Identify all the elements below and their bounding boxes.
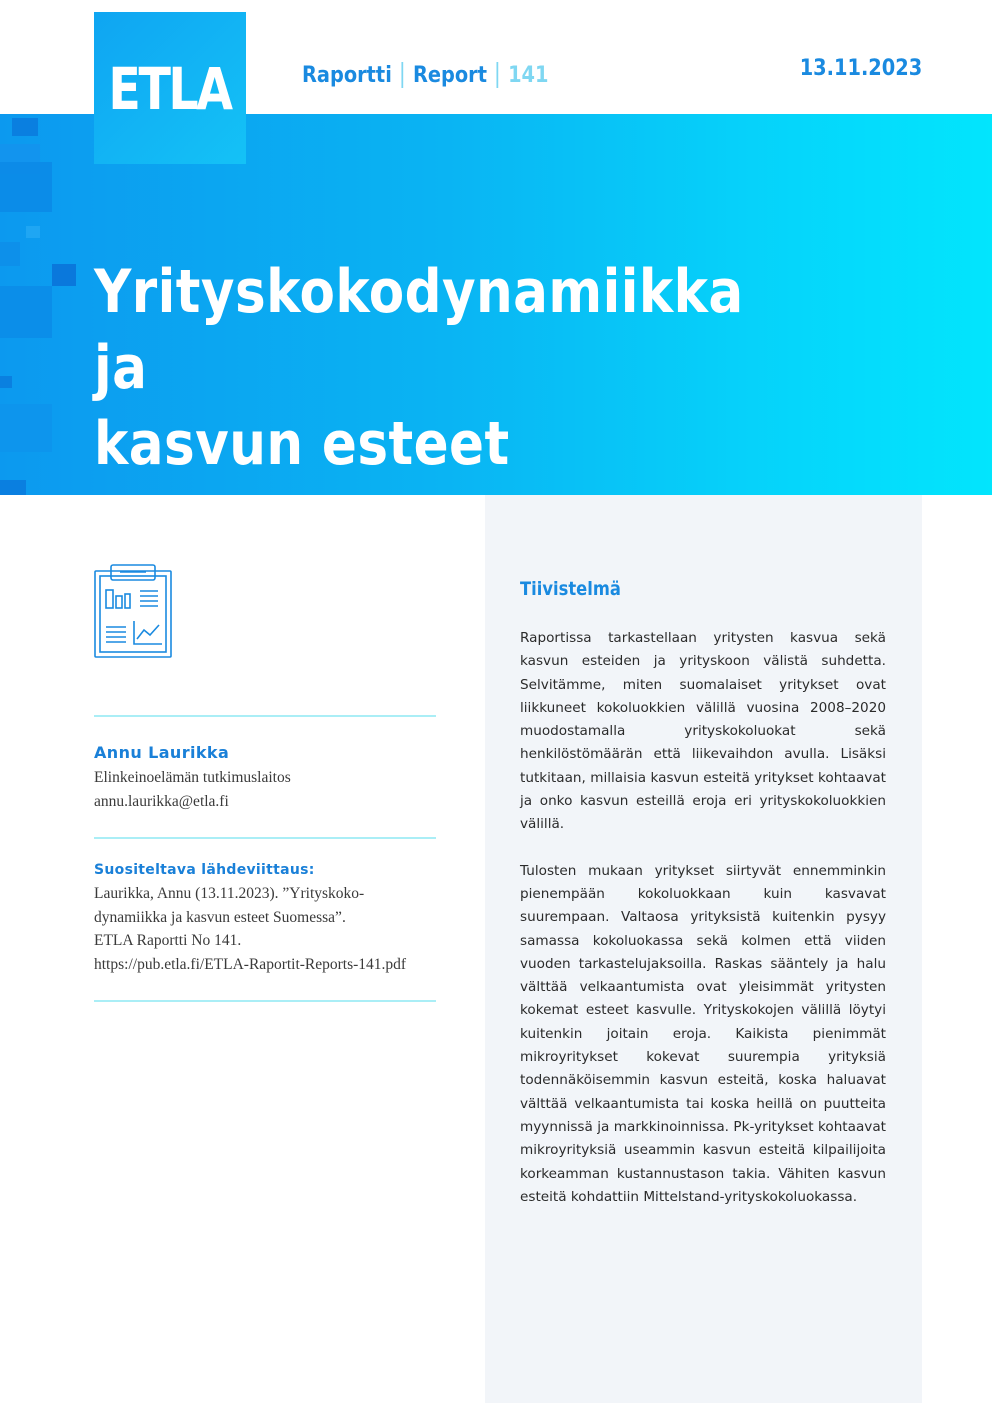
- citation-line: dynamiikka ja kasvun esteet Suomessa”.: [94, 908, 346, 926]
- series-label-fi: Raportti: [302, 62, 392, 88]
- clipboard-chart-icon: [94, 563, 174, 659]
- author-email[interactable]: annu.laurikka@etla.fi: [94, 793, 229, 810]
- divider: [94, 837, 436, 839]
- citation-text: [94, 882, 439, 977]
- author-name: Annu Laurikka: [94, 743, 230, 762]
- report-series: [302, 58, 548, 92]
- citation-line: ETLA Raportti No 141.: [94, 932, 242, 950]
- divider: [94, 715, 436, 717]
- decorative-pixel: [0, 480, 26, 495]
- series-number: 141: [508, 62, 549, 88]
- decorative-pixel: [26, 226, 40, 238]
- abstract-heading: Tiivistelmä: [520, 578, 621, 600]
- logo-text: ETLA: [108, 55, 232, 123]
- abstract-paragraph: Raportissa tarkastellaan yritysten kasvua sekä kasvun esteiden ja yrityskoon välistä suhdetta. Selvitämme, miten suomalaiset yritykset ovat liikkuneet kokoluokkien välillä vuosina 2008–2020 muodostamalla yrityskokoluokat sekä henkilöstömäärän että liikevaihdon avulla. Lisäksi tutkitaan, millaisia kasvun esteitä yritykset kohtaavat ja onko kasvun esteillä eroja eri yrityskokoluokkien välillä.: [520, 630, 886, 833]
- divider: [94, 1000, 436, 1002]
- etla-logo: [94, 12, 246, 164]
- citation-line: Laurikka, Annu (13.11.2023). ”Yrityskoko-: [94, 885, 365, 902]
- decorative-pixel: [0, 162, 52, 212]
- title-line: Yrityskokodynamiikka ja: [94, 257, 744, 403]
- series-label-en: Report: [412, 62, 487, 88]
- citation-label: Suositeltava lähdeviittaus:: [94, 862, 315, 878]
- decorative-pixel: [0, 376, 12, 388]
- decorative-pixel: [12, 118, 38, 136]
- citation-url[interactable]: https://pub.etla.fi/ETLA-Raportit-Reports-141.pdf: [94, 956, 407, 974]
- decorative-pixel: [0, 242, 20, 266]
- series-divider: [497, 62, 499, 88]
- title-banner: [0, 114, 992, 555]
- title-line: kasvun esteet Suomessa: [94, 409, 510, 555]
- abstract-paragraph: Tulosten mukaan yritykset siirtyvät ennemminkin pienempään kokoluokkaan kuin kasvavat suurempaan. Valtaosa yrityksistä kuitenkin pysyy samassa kokoluokassa sekä kolmen että viiden vuoden tarkastelujaksoilla. Raskas sääntely ja halu välttää velkaantumista ovat yleisimmät yritysten kokemat esteet kasvulle. Yrityskokojen välillä löytyi kuitenkin joitain eroja. Kaikista pienimmät mikroyritykset kokevat suurempia yrityksiä todennäköisemmin kasvun esteitä, koska haluavat välttää velkaantumista tai koska heillä on puutteita myynnissä ja markkinoinnissa. Pk-yritykset kohtaavat mikroyrityksiä useammin kasvun esteitä kilpailijoita korkeamman kustannustason takia. Vähiten kasvun esteitä kohdattiin Mittelstand-yrityskokoluokassa.: [520, 862, 886, 1205]
- series-divider: [402, 62, 404, 88]
- publication-date: 13.11.2023: [799, 56, 922, 81]
- abstract-body: [520, 627, 886, 1232]
- decorative-pixel: [0, 286, 52, 338]
- decorative-pixel: [52, 264, 76, 286]
- author-affiliation: Elinkeinoelämän tutkimuslaitos: [94, 769, 291, 786]
- decorative-pixel: [0, 404, 52, 452]
